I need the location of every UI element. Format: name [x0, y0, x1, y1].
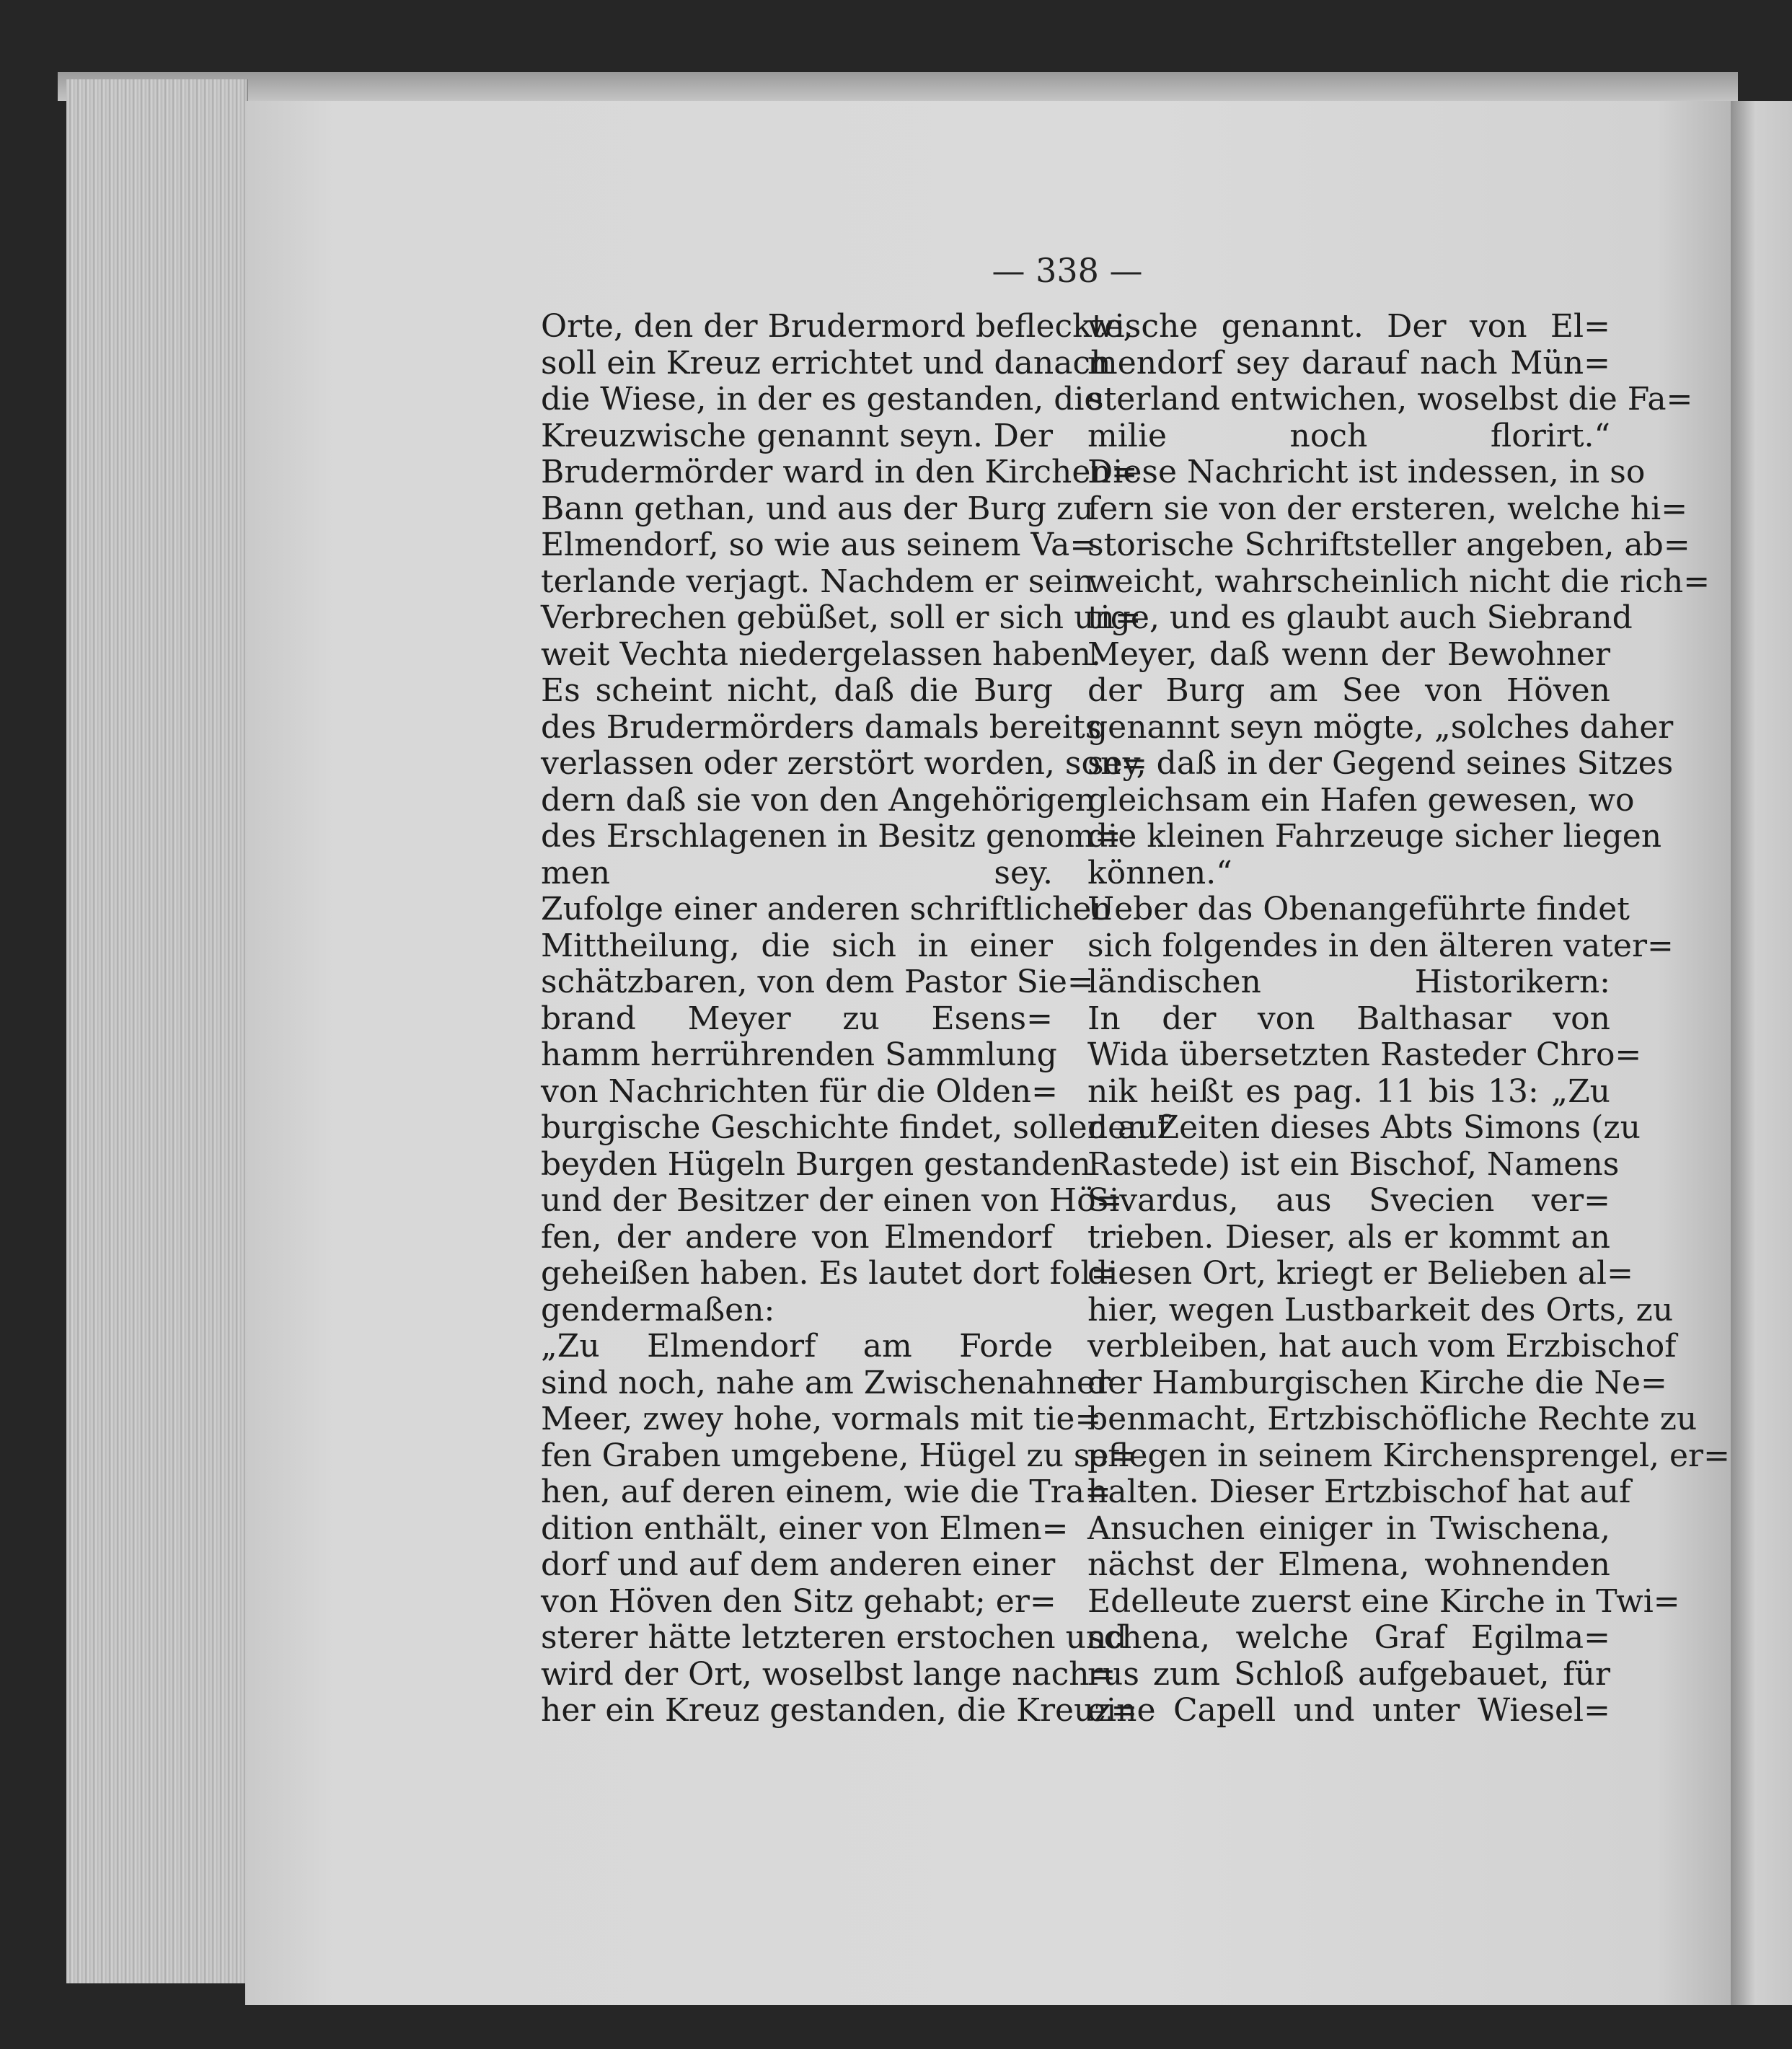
text-line: halten. Dieser Ertzbischof hat auf [1087, 1473, 1631, 1510]
text-line: weit Vechta niedergelassen haben. [541, 635, 1101, 673]
text-line: soll ein Kreuz errichtet und danach [541, 344, 1111, 382]
text-line: fen, der andere von Elmendorf [541, 1218, 1053, 1256]
text-line: die Wiese, in der es gestanden, die [541, 381, 1103, 418]
text-line: hamm herrührenden Sammlung [541, 1036, 1057, 1073]
text-line: Zufolge einer anderen schriftlichen [541, 891, 1112, 927]
text-line: beyden Hügeln Burgen gestanden [541, 1145, 1091, 1183]
text-line: des Brudermörders damals bereits [541, 708, 1102, 746]
text-line: der Burg am See von Höven [1087, 672, 1610, 709]
page-number: — 338 — [992, 251, 1143, 290]
text-line: nächst der Elmena, wohnenden [1087, 1546, 1610, 1583]
text-line: terlande verjagt. Nachdem er sein [541, 563, 1094, 600]
text-line: dorf und auf dem anderen einer [541, 1546, 1056, 1583]
text-line: fen Graben umgebene, Hügel zu se= [541, 1437, 1136, 1474]
text-line: sind noch, nahe am Zwischenahner [541, 1364, 1111, 1401]
text-line: Bann gethan, und aus der Burg zu [541, 490, 1094, 527]
text-line: hen, auf deren einem, wie die Tra= [541, 1473, 1111, 1510]
text-line: Diese Nachricht ist indessen, in so [1087, 454, 1646, 490]
text-line: weicht, wahrscheinlich nicht die rich= [1087, 563, 1711, 600]
text-line: sterer hätte letzteren erstochen und [541, 1619, 1127, 1656]
text-line: und der Besitzer der einen von Hö= [541, 1182, 1123, 1219]
text-line: Ueber das Obenangeführte findet [1087, 891, 1630, 927]
text-line: Ansuchen einiger in Twischena, [1087, 1510, 1610, 1547]
text-line: Kreuzwische genannt seyn. Der [541, 417, 1053, 454]
text-line: Brudermörder ward in den Kirchen= [541, 454, 1138, 490]
text-line: sich folgendes in den älteren vater= [1087, 927, 1674, 964]
text-line: Sivardus, aus Svecien ver= [1087, 1182, 1610, 1219]
text-line: nik heißt es pag. 11 bis 13: „Zu [1087, 1072, 1610, 1110]
text-line: Orte, den der Brudermord befleckte, [541, 308, 1134, 345]
text-line: rus zum Schloß aufgebauet, für [1087, 1655, 1610, 1693]
text-line: hier, wegen Lustbarkeit des Orts, zu [1087, 1291, 1674, 1328]
text-line: fern sie von der ersteren, welche hi= [1087, 490, 1688, 527]
text-line: Wida übersetzten Rasteder Chro= [1087, 1036, 1642, 1073]
text-line: Verbrechen gebüßet, soll er sich un= [541, 599, 1142, 636]
text-line: schätzbaren, von dem Pastor Sie= [541, 964, 1094, 1000]
text-line: können.“ [1087, 854, 1232, 891]
text-line: von Nachrichten für die Olden= [541, 1072, 1058, 1110]
text-line: sey, daß in der Gegend seines Sitzes [1087, 745, 1674, 782]
text-line: Rastede) ist ein Bischof, Namens [1087, 1145, 1620, 1183]
text-line: genannt seyn mögte, „solches daher [1087, 708, 1674, 746]
text-line: geheißen haben. Es lautet dort fol= [541, 1255, 1118, 1292]
text-line: benmacht, Ertzbischöfliche Rechte zu [1087, 1401, 1698, 1437]
text-line: mendorf sey darauf nach Mün= [1087, 344, 1610, 382]
text-line: brand Meyer zu Esens= [541, 1000, 1053, 1037]
text-column-right [1087, 308, 1730, 1729]
text-line: wische genannt. Der von El= [1087, 308, 1610, 345]
text-line: men sey. [541, 854, 1053, 891]
text-line: gleichsam ein Hafen gewesen, wo [1087, 781, 1635, 819]
text-line: Es scheint nicht, daß die Burg [541, 672, 1053, 709]
text-line: der Hamburgischen Kirche die Ne= [1087, 1364, 1667, 1401]
text-line: verbleiben, hat auch vom Erzbischof [1087, 1328, 1677, 1365]
text-line: ländischen Historikern: [1087, 964, 1610, 1000]
text-line: schena, welche Graf Egilma= [1087, 1619, 1610, 1656]
text-line: tige, und es glaubt auch Siebrand [1087, 599, 1633, 636]
facing-page-edge [1731, 101, 1792, 2005]
text-line: Meer, zwey hohe, vormals mit tie= [541, 1401, 1102, 1437]
text-line: sterland entwichen, woselbst die Fa= [1087, 381, 1693, 418]
text-line: die kleinen Fahrzeuge sicher liegen [1087, 818, 1662, 855]
text-line: Edelleute zuerst eine Kirche in Twi= [1087, 1582, 1680, 1620]
text-line: wird der Ort, woselbst lange nach= [541, 1655, 1116, 1693]
text-line: trieben. Dieser, als er kommt an [1087, 1218, 1610, 1256]
text-line: her ein Kreuz gestanden, die Kreuz= [541, 1692, 1138, 1729]
text-line: Elmendorf, so wie aus seinem Va= [541, 526, 1097, 563]
text-line: gendermaßen: [541, 1291, 775, 1328]
text-line: „Zu Elmendorf am Forde [541, 1328, 1053, 1365]
text-line: dern daß sie von den Angehörigen [541, 781, 1096, 819]
text-line: storische Schriftsteller angeben, ab= [1087, 526, 1690, 563]
book-page-stack-edge [66, 79, 248, 1983]
text-line: eine Capell und unter Wiesel= [1087, 1692, 1610, 1729]
text-line: pflegen in seinem Kirchensprengel, er= [1087, 1437, 1730, 1474]
text-line: Meyer, daß wenn der Bewohner [1087, 635, 1610, 673]
book-cover-top-edge [58, 72, 1738, 101]
text-line: den Zeiten dieses Abts Simons (zu [1087, 1109, 1641, 1146]
text-line: diesen Ort, kriegt er Belieben al= [1087, 1255, 1633, 1292]
text-line: dition enthält, einer von Elmen= [541, 1510, 1069, 1547]
text-line: von Höven den Sitz gehabt; er= [541, 1582, 1056, 1620]
text-line: burgische Geschichte findet, sollen auf [541, 1109, 1169, 1146]
text-line: In der von Balthasar von [1087, 1000, 1610, 1037]
text-line: verlassen oder zerstört worden, son= [541, 745, 1148, 782]
text-line: Mittheilung, die sich in einer [541, 927, 1053, 964]
text-line: milie noch florirt.“ [1087, 417, 1610, 454]
text-line: des Erschlagenen in Besitz genom= [541, 818, 1121, 855]
